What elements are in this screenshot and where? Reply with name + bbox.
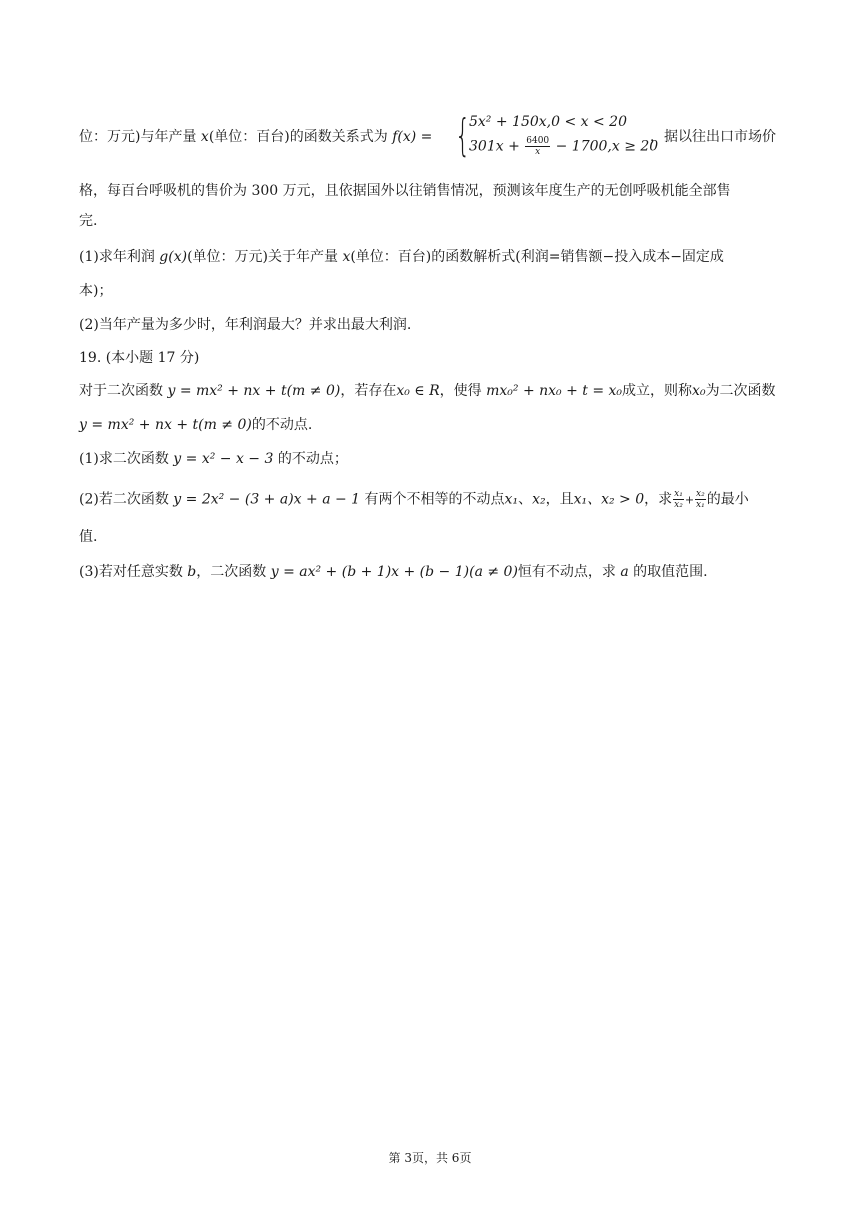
text: (单位：百台)的函数关系式为 (208, 129, 393, 145)
math-eq: y = ax² + (b + 1)x + (b − 1)(a ≠ 0) (270, 564, 518, 580)
text: 的不动点； (273, 451, 348, 467)
text: 、 (518, 491, 533, 508)
text: 的取值范围. (628, 564, 708, 580)
q19-header: 19. (本小题 17 分) (79, 350, 200, 366)
text: (单位：万元)关于年产量 (187, 249, 343, 265)
math-var: b (187, 564, 197, 580)
fraction-x1-x2: $\frac{\text{x₁}}{\text{x₂}}$ (674, 489, 683, 510)
text: 位：万元)与年产量 (79, 129, 201, 145)
text: (单位：百台)的函数解析式(利润=销售额−投入成本−固定成 (350, 249, 724, 265)
q19-line-2 (79, 415, 312, 435)
math-gx: g(x) (159, 249, 188, 265)
q19-part-2: (2)若二次函数 y = 2x² − (3 + a)x + a − 1 有两个不相等的不动点x₁、x₂，且x₁、x₂ > 0，求 $\frac{\text{x₁}}{\text{x₂}}$ + $\frac{\text{x₂}}{\text{x₁}}$ 的最小 (79, 489, 749, 510)
math-x0: x₀ ∈ R (396, 383, 440, 399)
denominator: x (535, 147, 541, 157)
text: (3)若对任意实数 (79, 564, 188, 580)
math-var: x (342, 249, 351, 265)
text: 恒有不动点，求 (517, 564, 621, 580)
text: (1)求二次函数 (79, 451, 174, 467)
brace-symbol: { (455, 110, 471, 161)
text: 为二次函数 (705, 383, 776, 399)
q18-part-1-cont: 本)； (79, 283, 113, 299)
math-var: a (620, 564, 629, 580)
math-var: x (200, 129, 209, 145)
math-x2: x₂ (532, 491, 546, 508)
text: 成立，则称 (622, 383, 693, 399)
numerator: 6400 (526, 136, 550, 146)
text: ，求 (644, 491, 673, 508)
q19-part-2-cont: 值. (79, 529, 98, 545)
case-2-a: 301x + (469, 138, 525, 155)
math-cond: x₁、x₂ > 0 (573, 491, 645, 508)
case-1: 5x² + 150x,0 < x < 20 (469, 114, 627, 130)
fraction (525, 136, 550, 157)
page-footer: 第 3页，共 6页 (388, 1151, 472, 1165)
text: ，二次函数 (196, 564, 271, 580)
q19-part-3 (79, 562, 708, 582)
q19-part-1 (79, 449, 348, 469)
math-eq: y = x² − x − 3 (173, 451, 274, 467)
q18-line-2: 格，每百台呼吸机的售价为 300 万元，且依据国外以往销售情况，预测该年度生产的无创呼吸机能全部售 (79, 183, 731, 199)
text: 的不动点. (251, 417, 313, 433)
math-x0: x₀ (692, 383, 706, 399)
text: 有两个不相等的不动点 (360, 491, 505, 508)
math-eq: y = 2x² − (3 + a)x + a − 1 (173, 491, 361, 508)
case-2 (469, 136, 658, 157)
q18-line-1-tail: ，据以往出口市场价 (650, 129, 776, 145)
math-x1: x₁ (504, 491, 519, 508)
case-2-b: − 1700,x ≥ 20 (551, 138, 659, 155)
text: ，若存在 (340, 383, 397, 399)
math-fx: f(x) = (392, 129, 433, 145)
text: 对于二次函数 (79, 383, 168, 399)
text: (2)若二次函数 (79, 491, 174, 508)
text: (1)求年利润 (79, 249, 160, 265)
q18-line-3: 完. (79, 213, 98, 229)
q18-line-1 (79, 127, 432, 147)
q18-part-1 (79, 247, 724, 267)
math-eq: y = mx² + nx + t(m ≠ 0) (79, 417, 252, 433)
q18-part-2: (2)当年产量为多少时，年利润最大？并求出最大利润. (79, 317, 412, 333)
fraction-x2-x1: $\frac{\text{x₂}}{\text{x₁}}$ (696, 489, 705, 510)
text: 的最小 (706, 491, 749, 508)
text: ，且 (545, 491, 574, 508)
text: ，使得 (439, 383, 487, 399)
math-eq: y = mx² + nx + t(m ≠ 0) (167, 383, 341, 399)
q19-line-1 (79, 381, 776, 401)
math-eq2: mx₀² + nx₀ + t = x₀ (486, 383, 623, 399)
